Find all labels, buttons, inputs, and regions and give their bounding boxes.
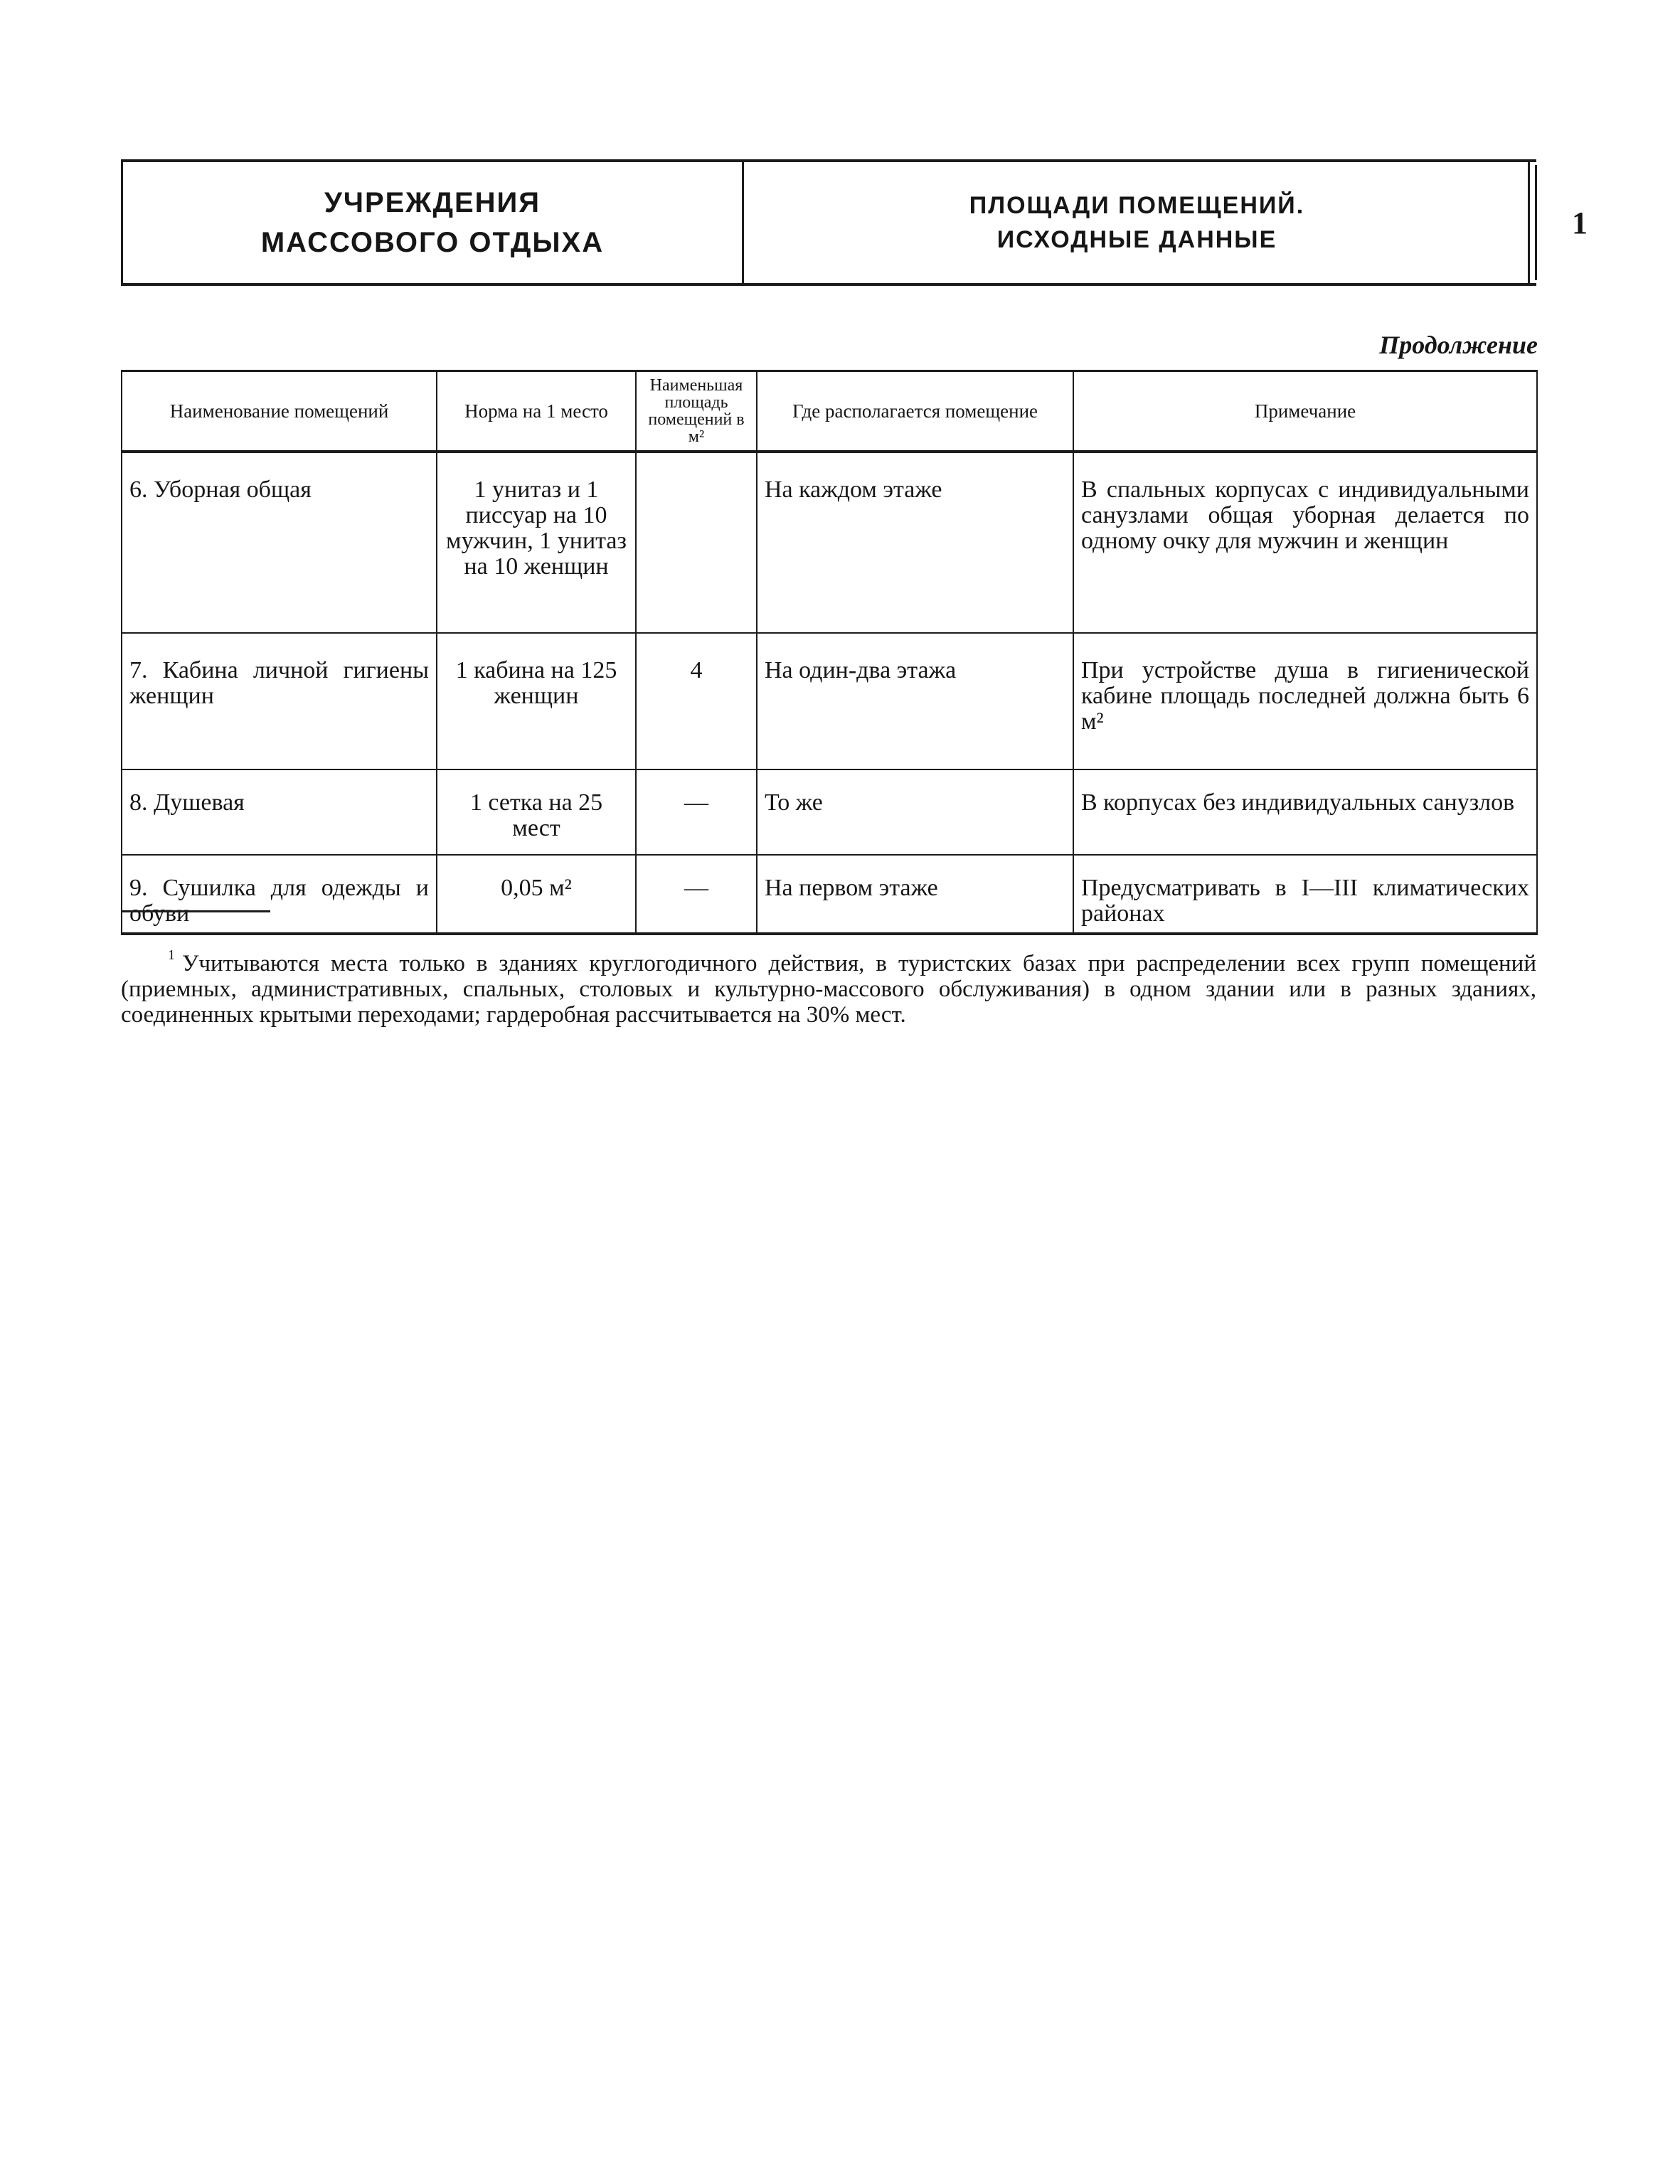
cell-norm: 1 унитаз и 1 писсуар на 10 мужчин, 1 унитаз на 10 женщин: [437, 452, 636, 633]
col-header-min-area: Наименьшая площадь помещений в м²: [636, 371, 757, 452]
footnote-rule: [121, 910, 270, 912]
cell-note: Предусматривать в I—III климатических районах: [1073, 855, 1537, 934]
cell-note: В спальных корпусах с индивидуальными санузлами общая уборная делается по одному очку для мужчин и женщин: [1073, 452, 1537, 633]
table-row: [122, 855, 1537, 934]
cell-location: На каждом этаже: [757, 452, 1073, 633]
subsection-title-cell: [742, 162, 1530, 283]
cell-room-name: 9. Сушилка для одежды и обуви: [122, 855, 437, 934]
col-header-location: Где располагается помещение: [757, 371, 1073, 452]
cell-note: В корпусах без индивидуальных санузлов: [1073, 769, 1537, 855]
cell-room-name: 8. Душевая: [122, 769, 437, 855]
cell-min-area: —: [636, 769, 757, 855]
cell-room-name: 6. Уборная общая: [122, 452, 437, 633]
table-row: [122, 633, 1537, 769]
continuation-label: Продолжение: [1379, 331, 1538, 359]
cell-min-area: 4: [636, 633, 757, 769]
subsection-title: ПЛОЩАДИ ПОМЕЩЕНИЙ. ИСХОДНЫЕ ДАННЫЕ: [969, 192, 1305, 253]
table-row: [122, 452, 1537, 633]
cell-norm: 1 сетка на 25 мест: [437, 769, 636, 855]
cell-min-area: —: [636, 855, 757, 934]
footnote-text: Учитываются места только в зданиях круглогодичного действия, в туристских базах при распределении всех групп помещений (приемных, административных, спальных, столовых и культурно-массового обслуживания) в одном здании или в разных зданиях, соединенных крытыми переходами; гардеробная рассчитывается на 30% мест.: [121, 951, 1536, 1028]
section-title-cell: [123, 162, 742, 283]
footnote-marker: 1: [168, 947, 175, 963]
room-specs-table: [121, 370, 1538, 935]
col-header-room-name: Наименование помещений: [122, 371, 437, 452]
cell-location: На первом этаже: [757, 855, 1073, 934]
col-header-norm: Норма на 1 место: [437, 371, 636, 452]
table-header-row: [122, 371, 1537, 452]
cell-room-name: 7. Кабина личной гигиены женщин: [122, 633, 437, 769]
cell-location: На один-два этажа: [757, 633, 1073, 769]
table-row: [122, 769, 1537, 855]
col-header-note: Примечание: [1073, 371, 1537, 452]
cell-min-area: [636, 452, 757, 633]
page-number-cell: [1528, 162, 1630, 283]
footnote: [121, 945, 1536, 1028]
cell-note: При устройстве душа в гигиенической кабине площадь последней должна быть 6 м²: [1073, 633, 1537, 769]
page-number: 1: [1572, 205, 1588, 240]
cell-norm: 0,05 м²: [437, 855, 636, 934]
section-title: УЧРЕЖДЕНИЯ МАССОВОГО ОТДЫХА: [260, 187, 605, 258]
cell-norm: 1 кабина на 125 женщин: [437, 633, 636, 769]
cell-location: То же: [757, 769, 1073, 855]
page-header: [121, 159, 1588, 286]
